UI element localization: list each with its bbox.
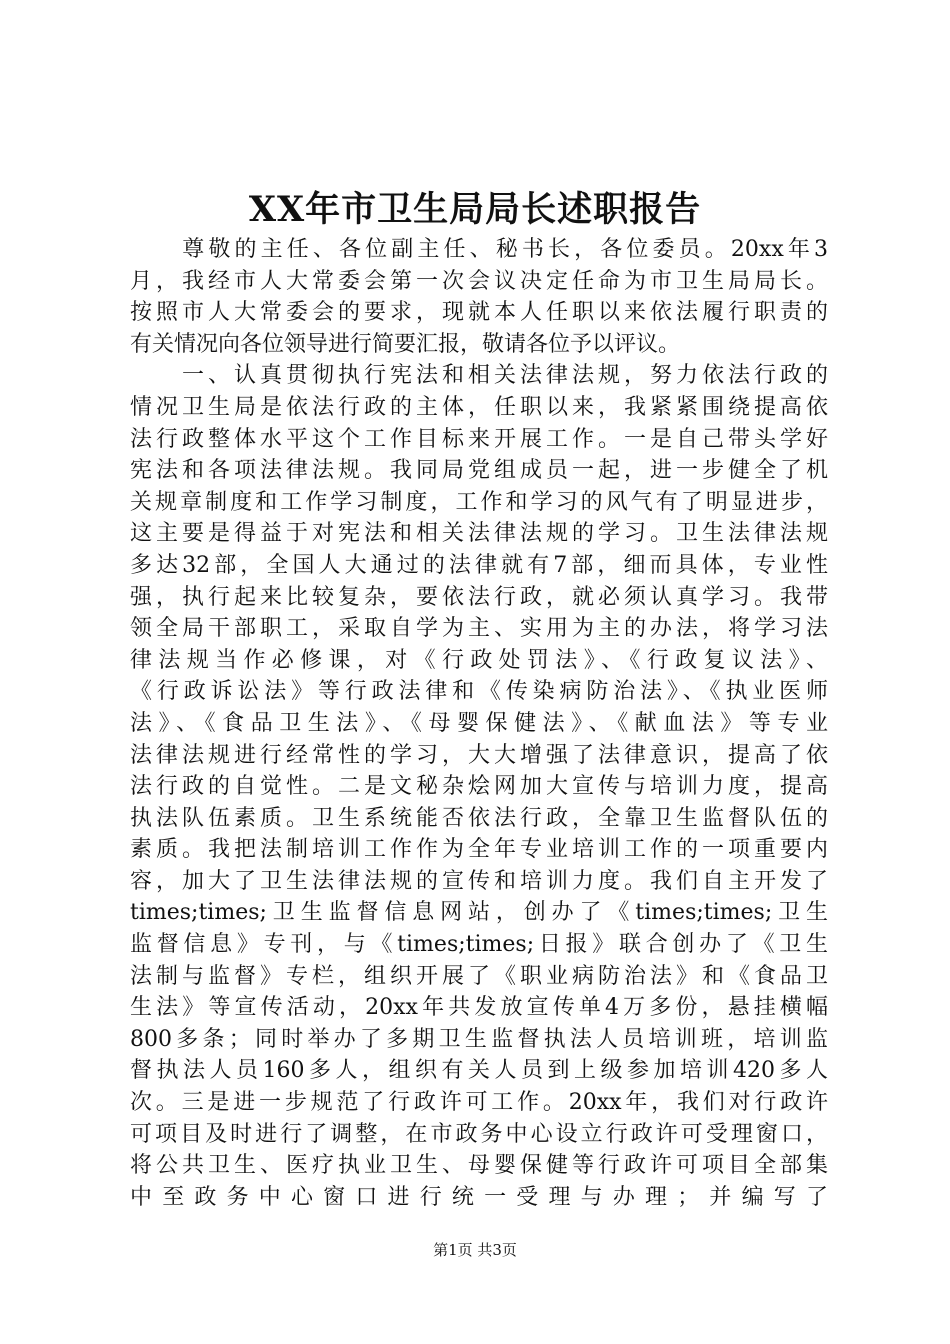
body-line: 强，执行起来比较复杂，要依法行政，就必须认真学习。我带 — [130, 584, 828, 610]
document-title: XX年市卫生局局长述职报告 — [248, 189, 702, 230]
body-line: 法行政整体水平这个工作目标来开展工作。一是自己带头学好 — [130, 426, 828, 452]
body-line: 执法队伍素质。卫生系统能否依法行政，全靠卫生监督队伍的 — [130, 805, 828, 831]
body-line: 按照市人大常委会的要求，现就本人任职以来依法履行职责的 — [130, 300, 828, 326]
body-line: 法行政的自觉性。二是文秘杂烩网加大宣传与培训力度，提高 — [130, 774, 828, 800]
body-line: 律法规当作必修课，对《行政处罚法》、《行政复议法》、 — [130, 647, 828, 673]
body-line: 次。三是进一步规范了行政许可工作。20xx年，我们对行政许 — [130, 1090, 828, 1116]
body-line: 情况卫生局是依法行政的主体，任职以来，我紧紧围绕提高依 — [130, 394, 828, 420]
body-line: 督执法人员160多人，组织有关人员到上级参加培训420多人 — [130, 1058, 828, 1084]
body-line: 一、认真贯彻执行宪法和相关法律法规，努力依法行政的 — [130, 363, 828, 389]
body-line: 可项目及时进行了调整，在市政务中心设立行政许可受理窗口， — [130, 1121, 828, 1147]
body-line: 《行政诉讼法》等行政法律和《传染病防治法》、《执业医师 — [130, 679, 828, 705]
body-line: 监督信息》专刊，与《times;times;日报》联合创办了《卫生 — [130, 932, 828, 958]
body-line: 宪法和各项法律法规。我同局党组成员一起，进一步健全了机 — [130, 458, 828, 484]
body-line: 尊敬的主任、各位副主任、秘书长，各位委员。20xx年3 — [130, 237, 828, 262]
page-footer: 第1页 共3页 — [433, 1241, 517, 1259]
body-line: 关规章制度和工作学习制度，工作和学习的风气有了明显进步， — [130, 489, 828, 515]
body-line: 月，我经市人大常委会第一次会议决定任命为市卫生局局长。 — [130, 268, 828, 294]
body-line: 法》、《食品卫生法》、《母婴保健法》、《献血法》等专业 — [130, 710, 828, 736]
document-body — [130, 234, 828, 1213]
body-line: 素质。我把法制培训工作作为全年专业培训工作的一项重要内 — [130, 837, 828, 863]
body-line: 领全局干部职工，采取自学为主、实用为主的办法，将学习法 — [130, 616, 828, 642]
body-line: 多达32部，全国人大通过的法律就有7部，细而具体，专业性 — [130, 552, 828, 578]
body-line: 这主要是得益于对宪法和相关法律法规的学习。卫生法律法规 — [130, 521, 828, 547]
body-line: 中至政务中心窗口进行统一受理与办理；并编写了 — [130, 1184, 828, 1210]
body-line: 法律法规进行经常性的学习，大大增强了法律意识，提高了依 — [130, 742, 828, 768]
body-line: 容，加大了卫生法律法规的宣传和培训力度。我们自主开发了 — [130, 868, 828, 894]
body-line: 将公共卫生、医疗执业卫生、母婴保健等行政许可项目全部集 — [130, 1153, 828, 1179]
body-line: times;times;卫生监督信息网站，创办了《times;times;卫生 — [130, 900, 828, 926]
body-line: 法制与监督》专栏，组织开展了《职业病防治法》和《食品卫 — [130, 963, 828, 989]
body-line: 800多条；同时举办了多期卫生监督执法人员培训班，培训监 — [130, 1026, 828, 1052]
body-line: 有关情况向各位领导进行简要汇报，敬请各位予以评议。 — [130, 331, 681, 357]
body-line: 生法》等宣传活动，20xx年共发放宣传单4万多份，悬挂横幅 — [130, 995, 828, 1021]
